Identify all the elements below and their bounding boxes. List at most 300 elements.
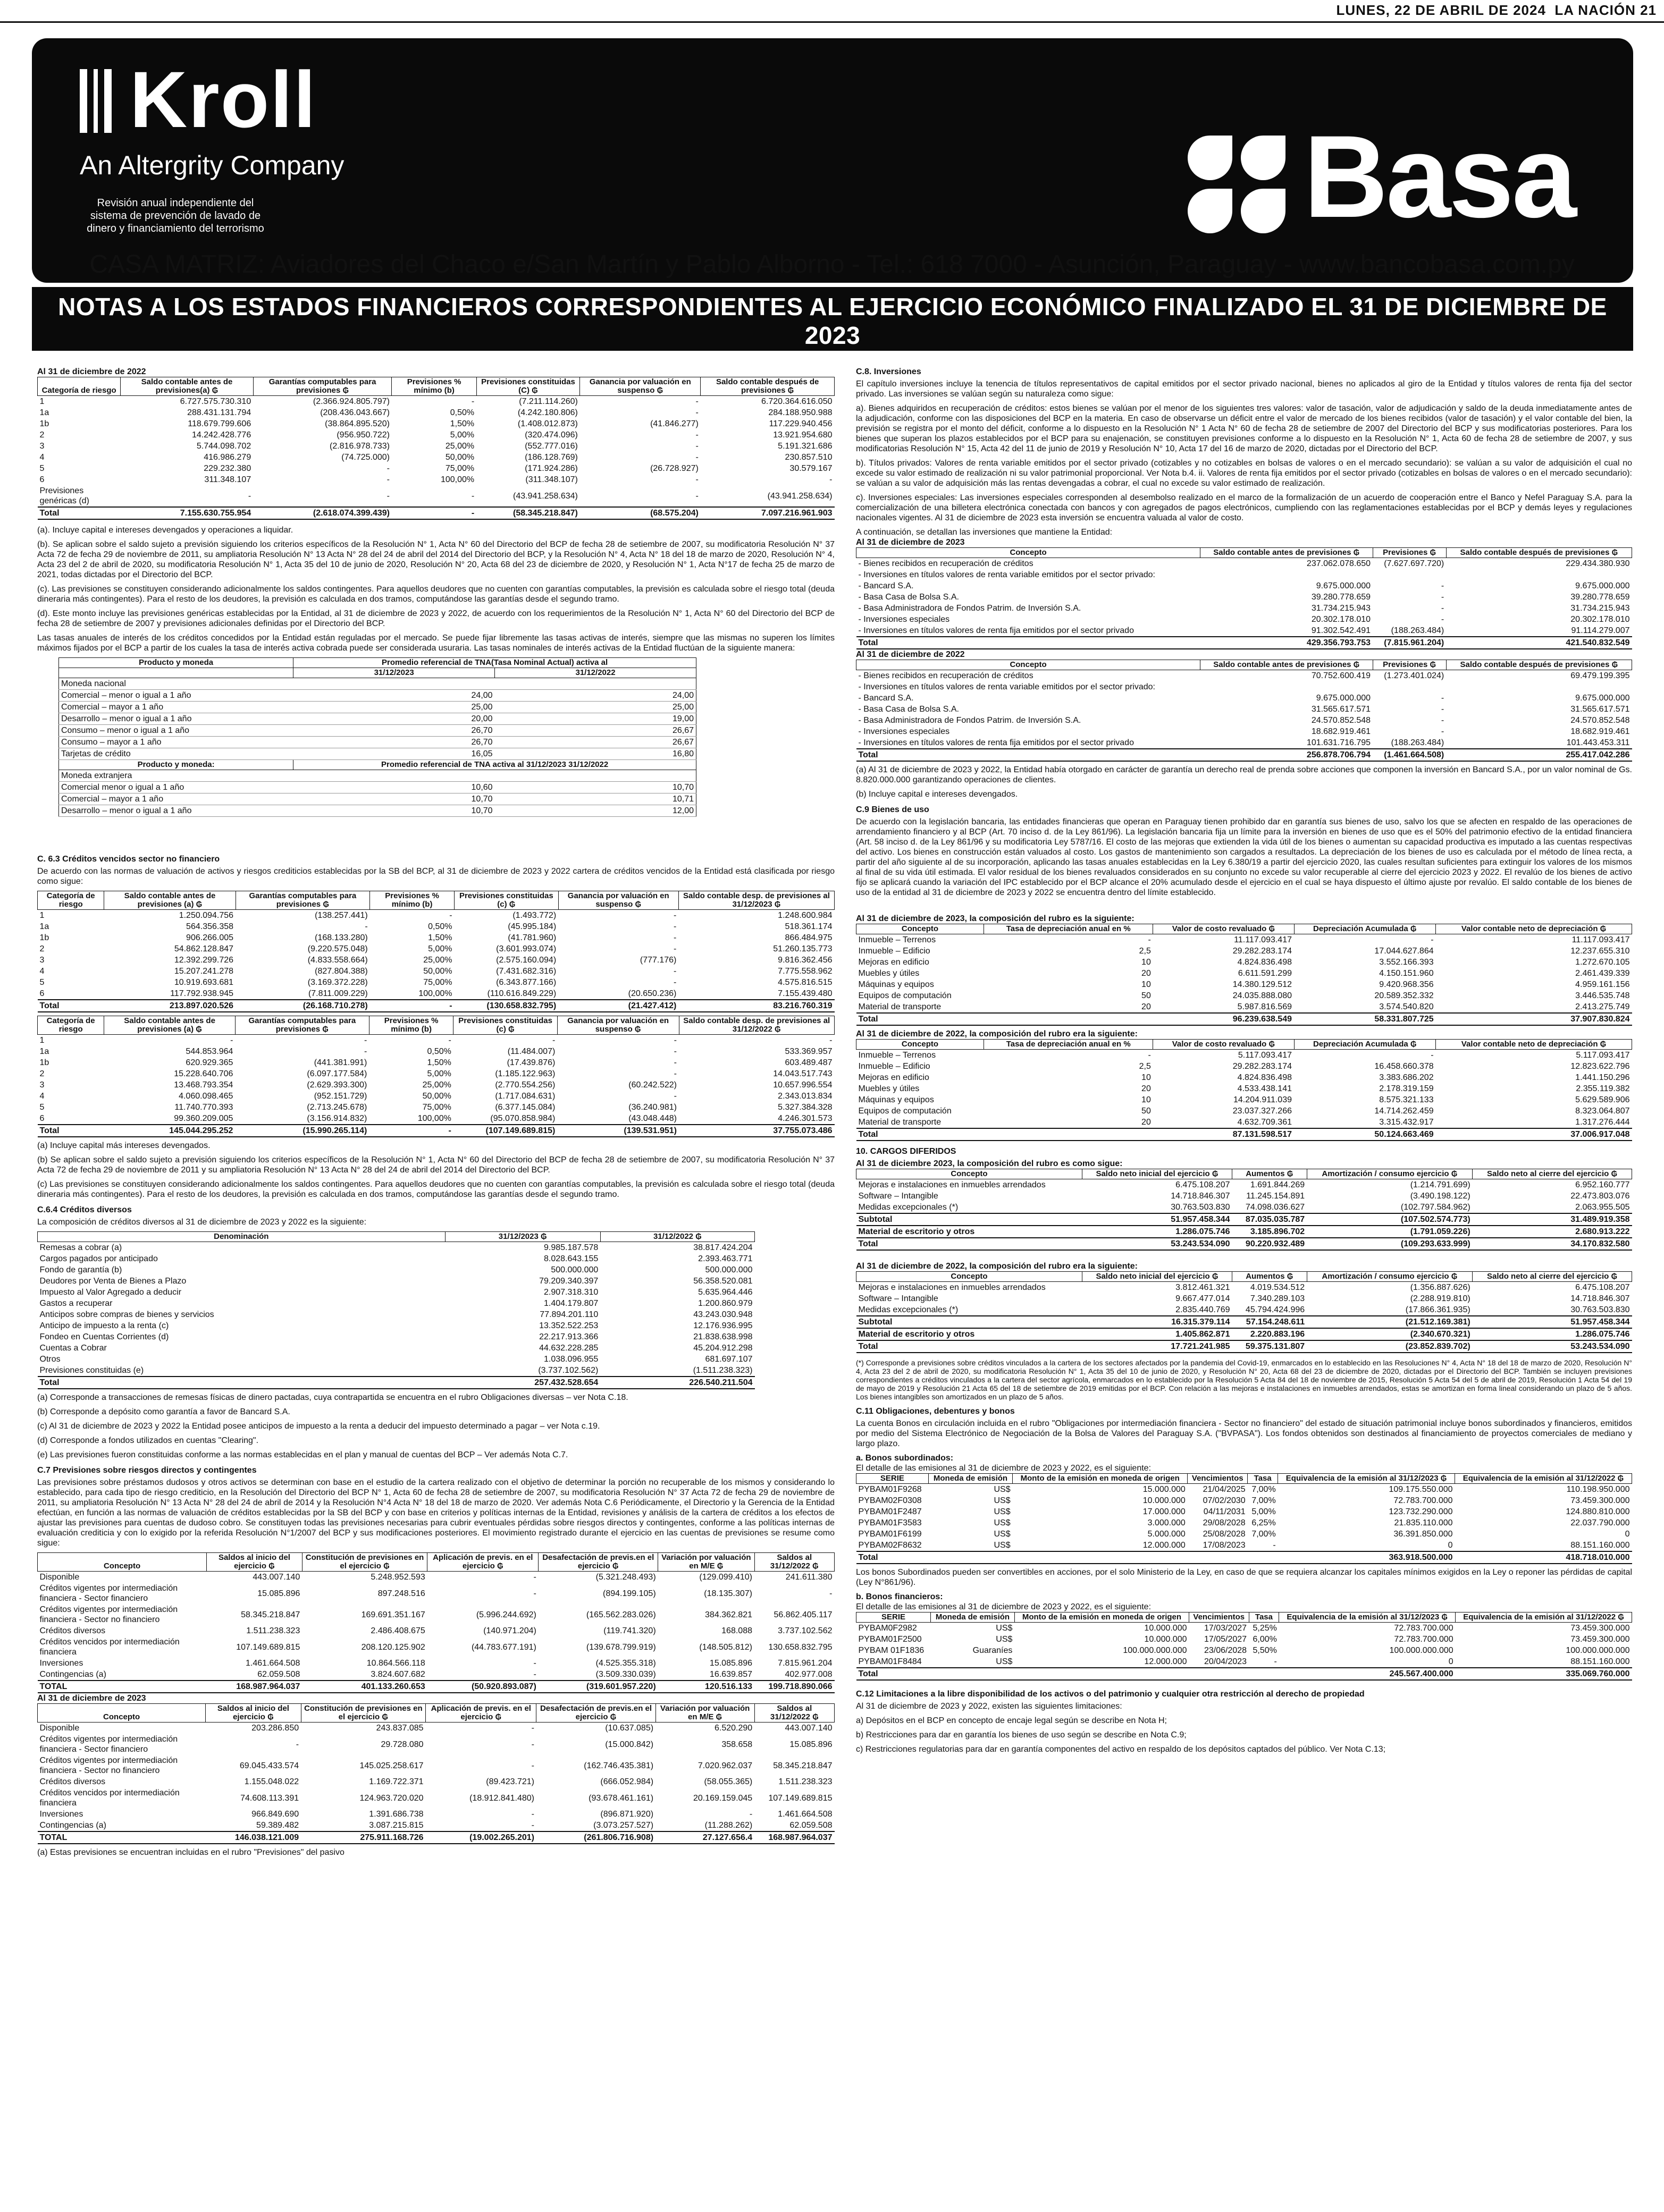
table-cell: 4.019.534.512 [1250, 1283, 1305, 1292]
table-cell: (666.052.984) [600, 1777, 654, 1786]
row-label: Impuesto al Valor Agregado a deducir [39, 1288, 182, 1297]
total-row [38, 1000, 835, 1012]
total-row [856, 1328, 1632, 1340]
table-header-row [856, 660, 1632, 670]
table-cell: - [674, 911, 677, 920]
row-label: Total [856, 1128, 984, 1141]
table-cell: 245.567.400.000 [1279, 1668, 1456, 1680]
c8-b: b). Títulos privados: Valores de renta variable emitidos por el sector privado (cotizables y no cotizables en bolsas de valores o en el mercado secundario): se valúan a su valor de adquisición el cual no excede su valor estimado de realización ni su valor patrimonial proporcional. Ver Nota b.4. ii. Valores de renta fija emitidos por el sector privado (cotizables en bolsas de valores o en el mercado secundario): se valúan a su valor de adquisición más las rentas devengadas a cobrar, el cual no excede su valor estimado de realización. [856, 459, 1632, 488]
column-header: Aumentos ₲ [1232, 1272, 1307, 1282]
row-label: Desarrollo – menor o igual a 1 año [59, 713, 293, 725]
table-cell: 4.632.709.361 [1237, 1118, 1292, 1127]
column-header: 31/12/2022 [495, 668, 696, 678]
right-column [856, 367, 1632, 1759]
column-header: Concepto [856, 1272, 1082, 1282]
row-label: Contingencias (a) [39, 1821, 106, 1830]
table-cell: 10,71 [495, 793, 696, 805]
note-paragraph: Las tasas anuales de interés de los créditos concedidos por la Entidad están reguladas por el mercado. Se puede fijar libremente las tasas activas de interés, siempre que las mismas no superen los límites máximos fijados por el BCP a partir de los cuales la tasa de interés activa cobrada puede ser considerada usuraria. Las tasas nominales de interés activas de la Entidad fluctúan de la siguiente manera: [37, 634, 835, 653]
page-subtitle: Presentadas en forma comparativa con el ejercicio económico anterior (Cifras expresadas en Guaraníes) [382, 350, 1283, 370]
table-cell: 418.718.010.000 [1455, 1551, 1632, 1564]
table-cell: 1,50% [450, 419, 475, 428]
table-row [38, 1658, 835, 1669]
row-label: 4 [39, 967, 45, 976]
table-cell: (58.345.218.847) [476, 507, 580, 519]
table-cell: 15.085.896 [257, 1589, 300, 1598]
table-cell: 30.763.503.830 [1171, 1203, 1230, 1212]
table-cell: 7,00% [1251, 1485, 1276, 1494]
column-header: Previsiones constituidas (c) ₲ [455, 891, 559, 910]
table-cell: 124.880.810.000 [1566, 1507, 1630, 1516]
table-cell: 24.570.852.548 [1311, 716, 1371, 725]
table-cell: 1.404.179.807 [543, 1299, 599, 1308]
row-label: 1a [39, 922, 49, 931]
table-cell: - [674, 978, 677, 987]
table-cell: 8.323.064.807 [1575, 1107, 1630, 1116]
table-cell: 5.635.964.446 [698, 1288, 753, 1297]
table-cell: (4.525.355.318) [595, 1659, 656, 1668]
table-cell: 100,00% [440, 475, 475, 484]
table-cell: 24.035.888.080 [1232, 991, 1292, 1000]
table-cell: 15.228.640.706 [174, 1069, 233, 1078]
table-cell: 10,70 [293, 793, 495, 805]
column-header: Saldo neto al cierre del ejercicio ₲ [1473, 1169, 1632, 1179]
table-cell: - [531, 1821, 534, 1830]
column-header: Previsiones ₲ [1373, 660, 1446, 670]
c63-intro: De acuerdo con las normas de valuación de activos y riesgos crediticios establecidas por la SB del BCP, al 31 de diciembre de 2023 y 2022 cartera de créditos vencidos de la Entidad está clasificada por riesgo como sigue: [37, 867, 835, 886]
table-cell: 421.540.832.549 [1446, 637, 1632, 649]
table-cell: 7.155.439.480 [778, 989, 833, 998]
table-row [856, 726, 1632, 737]
table-cell: 3.000.000 [1147, 1518, 1186, 1527]
table-cell: 15.207.241.278 [174, 967, 234, 976]
table-cell: 15.085.896 [789, 1740, 833, 1749]
table-row [856, 945, 1632, 957]
row-label: Material de transporte [858, 1118, 942, 1127]
table-row [856, 1293, 1632, 1304]
row-label: Comercial – mayor a 1 año [59, 702, 293, 713]
column-header: Concepto [38, 1553, 207, 1572]
table-cell: 101.443.453.311 [1566, 738, 1630, 747]
column-header: Producto y moneda: [59, 760, 293, 770]
table-cell: 14.714.262.459 [1374, 1107, 1434, 1116]
note-paragraph: (e) Las previsiones fueron constituidas conforme a las normas establecidas en el plan y manual de cuentas del BCP – Ver además Nota C.7. [37, 1450, 568, 1459]
row-label: TOTAL [38, 1831, 206, 1844]
row-label: Total [856, 749, 1200, 761]
note-paragraph: a) Depósitos en el BCP en concepto de encaje legal según se describe en Nota H; [856, 1716, 1167, 1725]
row-label: PYBAM01F2487 [858, 1507, 922, 1516]
table-cell: 50,00% [422, 1092, 451, 1101]
table-cell: - [1148, 1051, 1151, 1060]
table-cell: (7.811.009.229) [308, 989, 368, 998]
table-row [856, 1656, 1632, 1668]
note-paragraph: b) Restricciones para dar en garantía los bienes de uso según se describe en Nota C.9; [856, 1730, 1187, 1740]
table-cell: US$ [994, 1541, 1011, 1550]
column-header: Ganancia por valuación en suspenso ₲ [558, 891, 678, 910]
overdue-2022-table [37, 1016, 835, 1137]
c7-title: C.7 Previsiones sobre riesgos directos y contingentes [37, 1466, 257, 1475]
table-cell: 83.216.760.319 [678, 1000, 834, 1012]
column-header: Saldo contable después de previsiones ₲ [1446, 548, 1632, 558]
c7b-label: Al 31 de diciembre de 2023 [37, 1694, 146, 1703]
table-cell: 37.006.917.048 [1436, 1128, 1632, 1141]
column-header: Concepto [856, 548, 1200, 558]
table-cell: 43.243.030.948 [693, 1310, 753, 1319]
row-label: Mejoras e instalaciones en inmuebles arrendados [858, 1283, 1046, 1292]
column-header: Depreciación Acumulada ₲ [1294, 1040, 1436, 1050]
table-cell: 1.511.238.323 [246, 1626, 300, 1635]
table-cell: (165.562.283.026) [586, 1610, 656, 1619]
table-cell: (95.070.858.984) [490, 1114, 556, 1123]
column-header: Saldo contable antes de previsiones ₲ [1200, 548, 1373, 558]
table-cell: (18.135.307) [704, 1589, 752, 1598]
table-header-row [856, 1474, 1632, 1484]
table-row [38, 955, 835, 966]
row-label: Fondo de garantía (b) [39, 1265, 122, 1274]
table-row [856, 1645, 1632, 1656]
financial-bonds-table [856, 1612, 1632, 1681]
note-paragraph: (d). Este monto incluye las previsiones genéricas establecidas por la Entidad, al 31 de diciembre de 2023 y 2022, de acuerdo con los requerimientos de la Resolución N° 1, Acta N° 60 del Directorio del BCP de fecha 28 de setiembre de 2007 y previsiones adicionales definidas por el Directorio del BCP. [37, 609, 835, 628]
table-row [59, 782, 696, 793]
column-header: Saldo contable después de previsiones ₲ [1446, 660, 1632, 670]
table-cell: 2.393.463.771 [698, 1254, 753, 1263]
table-cell: 6.727.575.730.310 [180, 397, 251, 406]
table-cell: 2,5 [1139, 947, 1151, 956]
table-cell: 5.117.093.417 [1238, 1051, 1292, 1060]
row-label: Comercial – menor o igual a 1 año [59, 690, 293, 702]
row-label: Previsiones constituidas (e) [39, 1366, 144, 1375]
table-cell: 58.331.807.725 [1294, 1013, 1436, 1025]
column-header: Moneda de emisión [931, 1612, 1015, 1623]
table-cell: 5.744.098.702 [196, 442, 251, 451]
table-cell: (2.713.245.678) [307, 1103, 367, 1112]
table-cell: 335.069.760.000 [1456, 1668, 1632, 1680]
table-cell: 12.392.299.726 [174, 956, 234, 965]
table-row [856, 681, 1632, 693]
table-cell [1446, 569, 1632, 580]
table-row [38, 1583, 835, 1604]
column-header: Valor de costo revaluado ₲ [1153, 1040, 1294, 1050]
table-cell: 91.302.542.491 [1311, 626, 1371, 635]
c64-intro: La composición de créditos diversos al 31 de diciembre de 2023 y 2022 es la siguiente: [37, 1218, 367, 1227]
column-header: Previsiones ₲ [1373, 548, 1446, 558]
table-cell: (10.637.085) [605, 1724, 654, 1733]
table-header-row [856, 1272, 1632, 1282]
row-label: Inmueble – Terrenos [858, 1051, 936, 1060]
row-label: Material de escritorio y otros [856, 1226, 1082, 1238]
title-bar [32, 287, 1633, 370]
row-label: 1b [39, 1058, 49, 1067]
table-cell: (17.439.876) [507, 1058, 556, 1067]
table-cell: 25,00% [422, 1080, 451, 1090]
table-cell: 3.552.166.393 [1379, 958, 1434, 967]
table-cell: 2.355.119.382 [1576, 1084, 1630, 1093]
investments-2022-table [856, 660, 1632, 762]
row-label: Comercial menor o igual a 1 año [59, 782, 293, 793]
row-label: 1b [39, 933, 49, 942]
table-row [856, 1083, 1632, 1094]
table-cell: 45.204.912.298 [693, 1344, 753, 1353]
table-cell: 12.000.000 [1144, 1657, 1187, 1666]
table-cell: 29.282.283.174 [1232, 1062, 1292, 1071]
row-label: Deudores por Venta de Bienes a Plazo [39, 1277, 187, 1286]
table-cell: 6.475.108.207 [1175, 1180, 1230, 1189]
table-cell: (4.242.180.806) [517, 408, 578, 417]
table-cell: 0 [1625, 1530, 1630, 1539]
table-cell: 15.000.000 [1142, 1485, 1186, 1494]
row-label: 1a [39, 1047, 49, 1056]
table-header-row [856, 1169, 1632, 1179]
table-cell: (956.950.722) [337, 430, 390, 440]
table-cell: (19.002.265.201) [426, 1831, 536, 1844]
table-cell: 1.317.276.444 [1575, 1118, 1630, 1127]
table-cell: (2.618.074.399.439) [253, 507, 392, 519]
table-cell: 90.220.932.489 [1232, 1238, 1307, 1250]
table-cell: 255.417.042.286 [1446, 749, 1632, 761]
column-header: Saldo contable antes de previsiones (a) ₲ [104, 891, 236, 910]
table-cell: - [386, 464, 390, 473]
table-cell: 275.911.168.726 [301, 1831, 425, 1844]
row-label: Total [38, 1377, 446, 1389]
table-cell: 1.272.670.105 [1575, 958, 1630, 967]
total-row [38, 1831, 835, 1844]
table-cell: - [248, 491, 251, 501]
row-label: Anticipo de impuesto a la renta (c) [39, 1321, 169, 1330]
table-cell: 15.085.896 [709, 1659, 752, 1668]
table-cell: (3.737.102.562) [538, 1366, 599, 1375]
table-row [856, 934, 1632, 946]
column-header: Saldos al inicio del ejercicio ₲ [206, 1704, 301, 1723]
table-cell: 9.667.477.014 [1175, 1294, 1230, 1303]
table-row [38, 921, 835, 932]
table-cell: (3.509.330.039) [595, 1670, 656, 1679]
table-cell: 23/06/2028 [1204, 1646, 1247, 1655]
table-cell: (107.149.689.815) [453, 1125, 557, 1137]
table-cell: (186.128.769) [525, 453, 578, 462]
table-row [856, 1529, 1632, 1540]
table-row [38, 1068, 835, 1079]
row-label: 1 [39, 911, 45, 920]
table-cell: 25/08/2028 [1203, 1530, 1246, 1539]
table-row [38, 1354, 755, 1365]
row-label: Total [856, 1013, 984, 1025]
table-cell: 14.718.846.307 [1171, 1192, 1230, 1201]
note-paragraph: (b) Se aplican sobre el saldo sujeto a previsión siguiendo los criterios específicos de la Resolución N° 1, Acta N° 60 del Directorio del BCP de fecha 28 de setiembre de 2007, su modificatoria Resolución N° 37 Acta 72 de fecha 29 de noviembre de 2011 y su ampliatoria Resolución N° 13 Acta N° 28 del 24 de abril del 2014 del Directorio del BCP. [37, 1155, 835, 1175]
t1-label: Al 31 de diciembre de 2022 [37, 367, 146, 376]
table-header-row [38, 1232, 755, 1242]
table-cell: 24,00 [293, 690, 495, 702]
table-cell: 2.680.913.222 [1473, 1226, 1632, 1238]
table-row [38, 1309, 755, 1320]
table-cell: - [296, 1740, 299, 1749]
table-cell: (60.242.522) [628, 1080, 677, 1090]
table-row [38, 966, 835, 977]
table-cell: - [674, 1047, 677, 1056]
table-cell: 2.486.408.675 [371, 1626, 425, 1635]
table-cell: - [674, 1036, 677, 1045]
row-label: Moneda extranjera [59, 770, 696, 782]
table-cell: - [695, 397, 699, 406]
table-cell: Guaraníes [972, 1646, 1013, 1655]
table-cell: 1.038.096.955 [543, 1355, 599, 1364]
c8-c: c). Inversiones especiales: Las inversiones especiales corresponden al desembolso realizado en el marco de la formalización de un acuerdo de cooperación entre el Banco y Nefel Paraguay S.A. para la comercialización de una billetera electrónica conectada con bancos y con agregados de pagos electrónicos, cumpliendo con las reglamentaciones establecidas por el BCP y demás leyes y regulaciones nacionales vigentes. Al 31 de diciembre de 2023 esta inversión se encuentra valuada al valor de costo. [856, 493, 1632, 522]
table-cell: 20/04/2023 [1204, 1657, 1247, 1666]
row-label: 2 [39, 944, 45, 953]
table-cell [1373, 681, 1446, 693]
table-cell: 70.752.600.419 [1311, 671, 1371, 680]
row-label: Inversiones [39, 1810, 83, 1819]
table-cell: (1.493.772) [512, 911, 557, 920]
table-row [59, 678, 696, 690]
table-cell: US$ [994, 1485, 1011, 1494]
table-cell: 30.763.503.830 [1570, 1305, 1630, 1314]
table-cell: 5.117.093.417 [1576, 1051, 1630, 1060]
table-cell: 168.088 [721, 1626, 752, 1635]
table-cell: - [829, 475, 833, 484]
table-cell: 18.682.919.461 [1311, 727, 1371, 736]
table-cell: 0,50% [428, 922, 452, 931]
table-cell: 25,00% [445, 442, 475, 451]
table-cell: 107.149.689.815 [236, 1642, 300, 1652]
table-cell: 1.511.238.323 [778, 1777, 833, 1786]
table-cell: (36.240.981) [628, 1103, 677, 1112]
table-cell: 9.675.000.000 [1575, 581, 1630, 590]
row-label: Máquinas y equipos [858, 980, 934, 989]
table-cell: (6.343.877.166) [496, 978, 557, 987]
page-title: NOTAS A LOS ESTADOS FINANCIEROS CORRESPONDIENTES AL EJERCICIO ECONÓMICO FINALIZADO EL 31 DE DICIEMBRE DE 2023 [58, 293, 1607, 349]
table-row [856, 1179, 1632, 1191]
table-row [856, 1540, 1632, 1551]
table-cell: 29.282.283.174 [1232, 947, 1292, 956]
table-cell: 16.639.857 [709, 1670, 752, 1679]
date-line: LUNES, 22 DE ABRIL DE 2024 LA NACIÓN 21 [1336, 2, 1657, 18]
table-cell: 58.345.218.847 [241, 1610, 300, 1619]
c11-a-title: a. Bonos subordinados: [856, 1454, 954, 1463]
table-cell: 74.098.036.627 [1245, 1203, 1305, 1212]
table-cell: 62.059.508 [257, 1670, 300, 1679]
deferred-2023-table [856, 1169, 1632, 1251]
table-cell: (3.169.372.228) [307, 978, 368, 987]
c11-title: C.11 Obligaciones, debentures y bonos [856, 1407, 1015, 1416]
table-cell: (2.366.924.805.797) [313, 397, 390, 406]
table-row [856, 1304, 1632, 1316]
row-label: 3 [39, 1080, 45, 1090]
table-cell: 3.812.461.321 [1175, 1283, 1230, 1292]
c7-note: (a) Estas previsiones se encuentran incluidas en el rubro "Previsiones" del pasivo [37, 1848, 344, 1857]
table-cell: 203.286.850 [251, 1724, 299, 1733]
row-label: Equipos de computación [858, 991, 952, 1000]
row-label: Consumo – menor o igual a 1 año [59, 725, 293, 737]
table-cell: 208.120.125.902 [361, 1642, 425, 1652]
table-cell: 12,00 [495, 805, 696, 817]
table-cell: (896.871.920) [600, 1810, 654, 1819]
row-label: - Inversiones especiales [858, 615, 950, 624]
table-cell: - [533, 1573, 536, 1582]
row-label: Tarjetas de crédito [59, 748, 293, 760]
loans-2022-table [37, 377, 835, 520]
column-header: 31/12/2022 ₲ [600, 1232, 754, 1242]
table-cell: 681.697.107 [705, 1355, 753, 1364]
note-paragraph: (b) Corresponde a depósito como garantía a favor de Bancard S.A. [37, 1407, 290, 1416]
table-cell: 6.720.364.616.050 [761, 397, 833, 406]
table-cell: 16,05 [293, 748, 495, 760]
column-header: Promedio referencial de TNA(Tasa Nominal Actual) activa al [293, 658, 696, 668]
kroll-description: Revisión anual independiente del sistema de prevención de lavado de dinero y financiamiento del terrorismo [87, 197, 264, 234]
table-cell: US$ [994, 1518, 1011, 1527]
table-cell: 31.565.617.571 [1570, 705, 1630, 714]
table-cell: 50.124.663.469 [1294, 1128, 1436, 1141]
column-header: Equivalencia de la emisión al 31/12/2023 ₲ [1278, 1474, 1455, 1484]
table-row [856, 558, 1632, 570]
table-cell: 59.389.482 [256, 1821, 299, 1830]
table-cell: 51.957.458.344 [1082, 1213, 1232, 1226]
table-header-row [38, 1704, 835, 1723]
table-cell: 564.356.358 [186, 922, 234, 931]
table-cell: (311.348.107) [525, 475, 578, 484]
table-cell: 39.280.778.659 [1570, 593, 1630, 602]
table-cell: 500.000.000 [551, 1265, 599, 1274]
row-label: 5 [39, 978, 45, 987]
kroll-mark-icon [80, 69, 112, 133]
column-header: Categoría de riesgo [38, 1016, 104, 1035]
table-cell: 1.248.600.984 [778, 911, 833, 920]
row-label: 3 [39, 956, 45, 965]
table-cell: - [386, 475, 390, 484]
table-cell: 226.540.211.504 [600, 1377, 754, 1389]
table-cell [1189, 1668, 1249, 1680]
table-cell: 79.209.340.397 [539, 1277, 599, 1286]
table-cell: 100.000.000.000 [1123, 1646, 1187, 1655]
table-cell: 0 [1448, 1657, 1453, 1666]
table-cell: (17.866.361.935) [1405, 1305, 1470, 1314]
column-header: Saldo contable desp. de previsiones al 31/12/2022 ₲ [679, 1016, 835, 1035]
table-cell: - [448, 1036, 451, 1045]
table-cell: 3.446.535.748 [1575, 991, 1630, 1000]
table-cell: (6.097.177.584) [307, 1069, 367, 1078]
table-cell: 12.237.655.310 [1570, 947, 1630, 956]
column-header: 31/12/2023 ₲ [445, 1232, 600, 1242]
table-row [38, 1264, 755, 1276]
table-cell: (43.941.258.634) [767, 491, 833, 501]
column-header: Garantías computables para previsiones ₲ [236, 891, 370, 910]
column-header: Variación por valuación en M/E ₲ [658, 1553, 754, 1572]
table-cell: 91.114.279.007 [1571, 626, 1630, 635]
table-cell: 38.817.424.204 [693, 1243, 753, 1252]
column-header: Depreciación Acumulada ₲ [1294, 924, 1436, 934]
table-cell: (138.257.441) [315, 911, 368, 920]
table-cell: 53.243.534.090 [1473, 1340, 1632, 1353]
table-row [856, 1072, 1632, 1083]
table-row [856, 1484, 1632, 1496]
table-cell: 1.461.664.508 [246, 1659, 300, 1668]
note-paragraph: (a) Incluye capital más intereses devengados. [37, 1141, 211, 1150]
row-label: Equipos de computación [858, 1107, 952, 1116]
table-cell: (2.340.670.321) [1307, 1328, 1473, 1340]
table-cell: 237.062.078.650 [1306, 559, 1371, 568]
table-cell: 30.579.167 [789, 464, 833, 473]
table-cell: 4.959.161.156 [1575, 980, 1630, 989]
c63-notes [37, 1141, 835, 1200]
table-cell: - [392, 507, 476, 519]
column-header: Concepto [856, 1169, 1082, 1179]
column-header: Previsiones % mínimo (b) [370, 891, 455, 910]
column-header: Previsiones % mínimo (b) [392, 377, 476, 396]
table-cell: 0,50% [427, 1047, 451, 1056]
table-cell: (41.846.277) [650, 419, 699, 428]
row-label: 5 [39, 464, 45, 473]
row-label: Mejoras e instalaciones en inmuebles arrendados [858, 1180, 1046, 1189]
table-cell: (2.816.978.733) [330, 442, 390, 451]
table-cell: 4.150.151.960 [1379, 969, 1434, 978]
